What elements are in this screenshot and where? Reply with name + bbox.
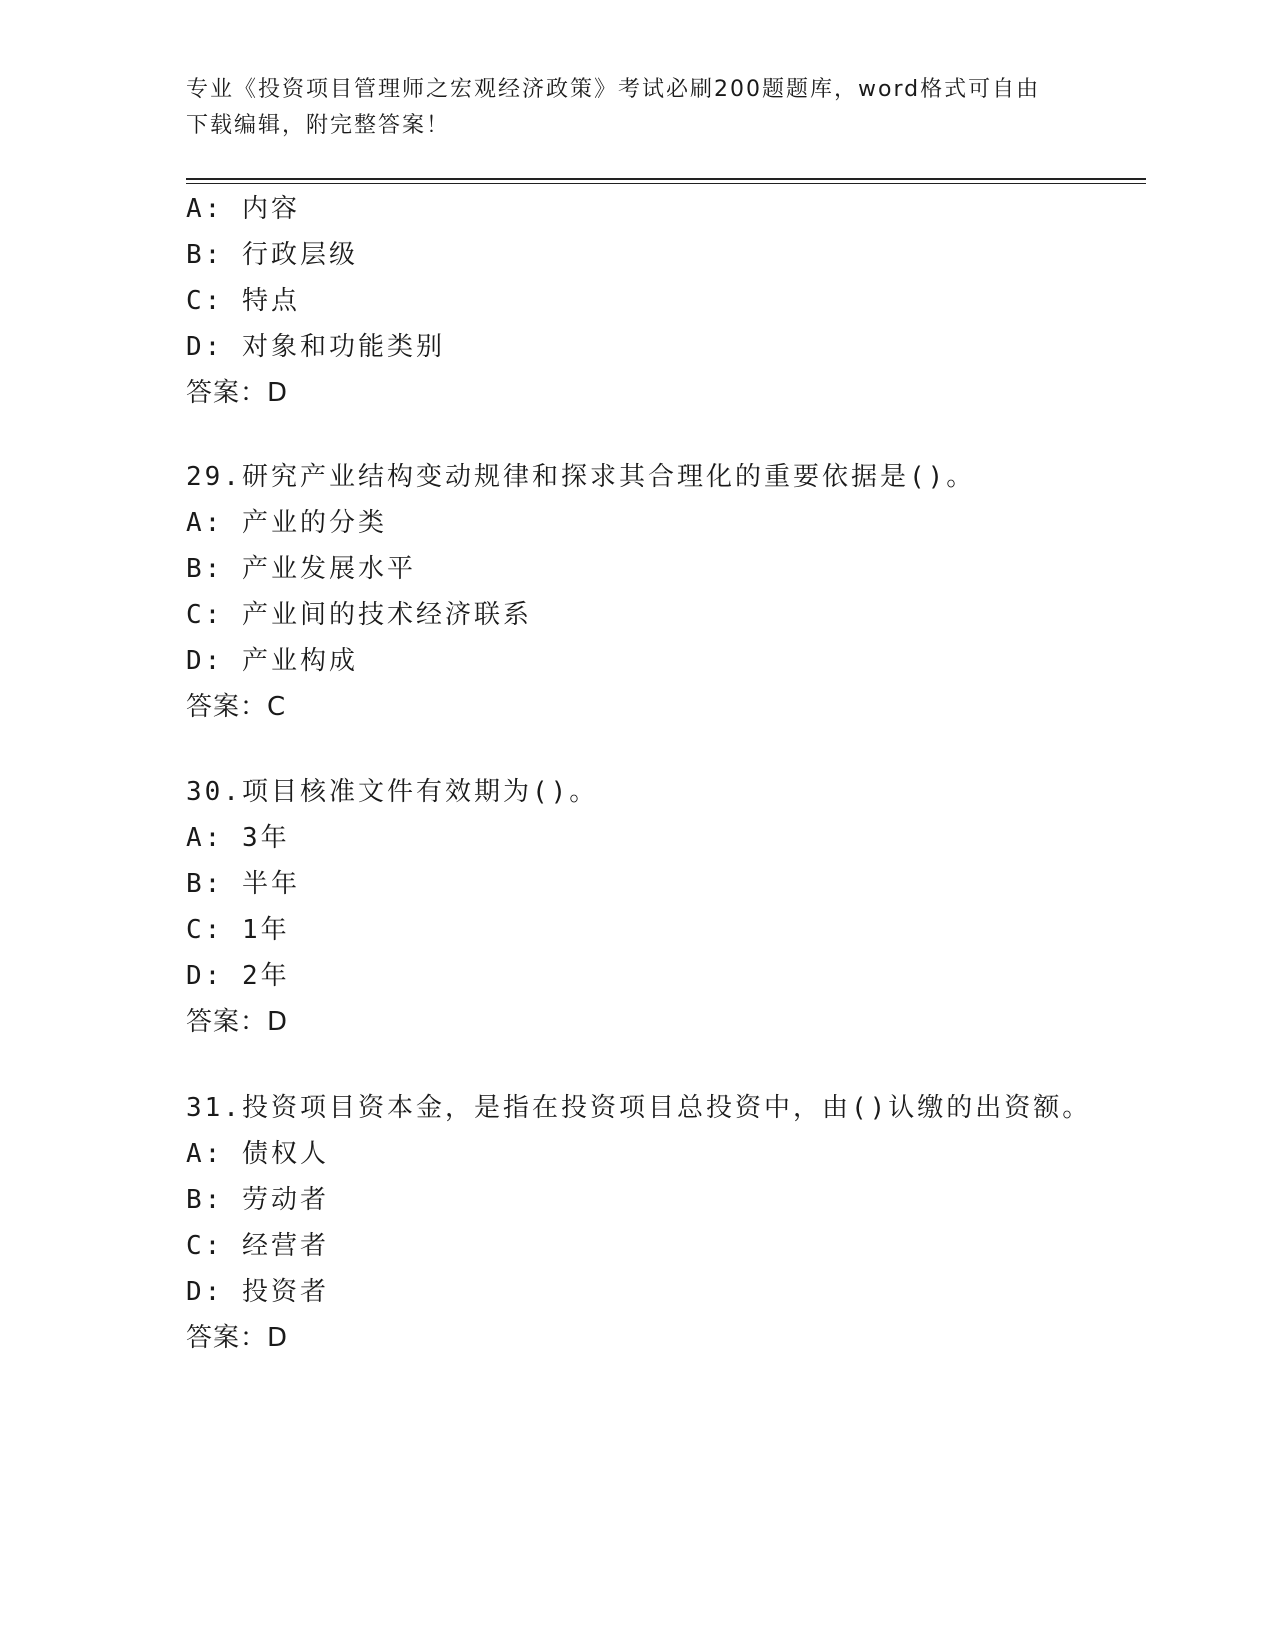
option-c: C: 经营者	[186, 1231, 329, 1261]
answer-line: 答案：C	[186, 692, 287, 722]
option-d: D: 对象和功能类别	[186, 332, 445, 362]
option-c: C: 特点	[186, 286, 300, 316]
question-30	[186, 769, 1146, 1045]
option-c: C: 1年	[186, 915, 290, 945]
answer-line: 答案：D	[186, 1007, 289, 1037]
header-line-2: 下载编辑，附完整答案！	[186, 113, 451, 138]
option-c: C: 产业间的技术经济联系	[186, 600, 532, 630]
option-b: B: 半年	[186, 869, 300, 899]
question-31	[186, 1085, 1146, 1361]
question-stem: 31.投资项目资本金，是指在投资项目总投资中，由()认缴的出资额。	[186, 1093, 1092, 1123]
document-header	[186, 72, 1066, 144]
question-29	[186, 454, 1146, 730]
option-b: B: 劳动者	[186, 1185, 329, 1215]
option-a: A: 内容	[186, 194, 300, 224]
answer-line: 答案：D	[186, 378, 289, 408]
question-stem: 30.项目核准文件有效期为()。	[186, 777, 599, 807]
option-d: D: 2年	[186, 961, 290, 991]
option-b: B: 行政层级	[186, 240, 358, 270]
option-b: B: 产业发展水平	[186, 554, 416, 584]
option-d: D: 投资者	[186, 1277, 329, 1307]
question-28-continued	[186, 186, 1146, 416]
option-a: A: 产业的分类	[186, 508, 387, 538]
header-line-1: 专业《投资项目管理师之宏观经济政策》考试必刷200题题库，word格式可自由	[186, 77, 1041, 102]
question-stem: 29.研究产业结构变动规律和探求其合理化的重要依据是()。	[186, 462, 976, 492]
option-a: A: 3年	[186, 823, 290, 853]
option-d: D: 产业构成	[186, 646, 358, 676]
header-divider	[186, 178, 1146, 184]
option-a: A: 债权人	[186, 1139, 329, 1169]
answer-line: 答案：D	[186, 1323, 289, 1353]
